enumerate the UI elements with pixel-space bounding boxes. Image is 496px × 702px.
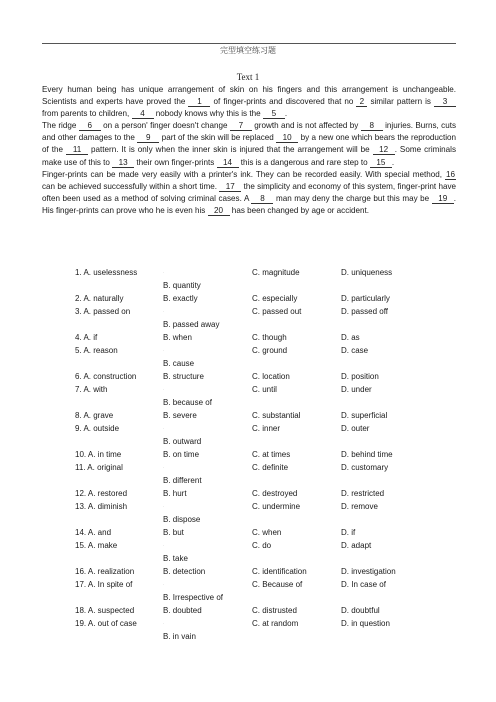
option-c: C. inner	[252, 424, 281, 433]
blank-number: 13	[112, 158, 134, 168]
option-b: B. on time	[163, 450, 200, 459]
question-row	[75, 409, 475, 422]
option-b: B. Irrespective of	[163, 593, 224, 602]
option-d: D. as	[341, 333, 360, 342]
blank-number: 5	[263, 109, 285, 119]
passage-text: the simplicity and economy of this system, finger-print have often been used as a method of solving criminal cases. A	[42, 181, 456, 203]
option-a: 19. A. out of case	[75, 619, 137, 628]
option-a: 11. A. original	[75, 463, 123, 472]
blank-number: 11	[66, 145, 88, 155]
page-header: 完型填空练习题	[220, 46, 276, 55]
passage-text: man may deny the charge but this may be	[273, 193, 432, 203]
question-row	[75, 383, 475, 409]
passage-paragraph	[42, 120, 456, 168]
option-b: B. severe	[163, 411, 197, 420]
option-a: 16. A. realization	[75, 567, 135, 576]
passage-text: Finger-prints can be made very easily with a printer's ink. They can be recorded easily. With special method,	[42, 169, 445, 179]
option-a: 2. A. naturally	[75, 294, 124, 303]
option-d: D. in question	[341, 619, 390, 628]
option-c: C. though	[252, 333, 287, 342]
question-row	[75, 500, 475, 526]
option-a: 8. A. grave	[75, 411, 114, 420]
passage-text: from parents to children,	[42, 109, 132, 119]
option-b: B. in vain	[163, 632, 196, 641]
question-row	[75, 578, 475, 604]
option-b: B. different	[163, 476, 202, 485]
option-d: D. particularly	[341, 294, 390, 303]
option-d: D. doubtful	[341, 606, 380, 615]
option-b: B. exactly	[163, 294, 198, 303]
option-c: C. location	[252, 372, 290, 381]
passage-text: on a person' finger doesn't change	[100, 121, 230, 131]
blank-number: 17	[219, 182, 241, 192]
blank-number: 9	[137, 133, 159, 143]
option-b: B. structure	[163, 372, 204, 381]
blank-number: 19	[432, 194, 454, 204]
blank-number: 3	[434, 97, 456, 107]
blank-number: 8	[251, 194, 273, 204]
blank-number: 1	[188, 97, 210, 107]
option-d: D. adapt	[341, 541, 372, 550]
option-d: D. outer	[341, 424, 370, 433]
option-d: D. restricted	[341, 489, 385, 498]
passage-text: .	[391, 157, 395, 167]
option-b: B. doubted	[163, 606, 202, 615]
passage-text: . His finger-prints can prove who he is even his	[42, 193, 456, 215]
option-b: B. because of	[163, 398, 212, 407]
passage-text: nobody knows why this is the	[153, 109, 263, 119]
option-c: C. at random	[252, 619, 299, 628]
question-row	[75, 487, 475, 500]
question-row	[75, 370, 475, 383]
option-d: D. position	[341, 372, 379, 381]
option-a: 3. A. passed on	[75, 307, 131, 316]
question-row	[75, 461, 475, 487]
option-a: 13. A. diminish	[75, 502, 128, 511]
option-c: C. passed out	[252, 307, 302, 316]
option-c: C. ground	[252, 346, 288, 355]
option-c: C. especially	[252, 294, 298, 303]
option-d: D. uniqueness	[341, 268, 393, 277]
placeholder-mark: ·	[163, 426, 165, 431]
placeholder-mark: ·	[163, 465, 165, 470]
passage-text: pattern. It is only when the inner skin is injured that the arrangement will be	[88, 145, 373, 155]
passage-text: has been changed by age or accident.	[229, 205, 370, 215]
option-b: B. passed away	[163, 320, 220, 329]
option-d: D. investigation	[341, 567, 396, 576]
option-a: 4. A. if	[75, 333, 98, 342]
option-c: C. substantial	[252, 411, 301, 420]
question-row	[75, 292, 475, 305]
blank-number: 12	[373, 145, 395, 155]
blank-number: 2	[356, 97, 367, 107]
option-c: C. definite	[252, 463, 289, 472]
passage-text: their own finger-prints	[134, 157, 217, 167]
placeholder-mark: ·	[163, 504, 165, 509]
placeholder-mark: ·	[163, 543, 165, 548]
placeholder-mark: ·	[163, 348, 165, 353]
placeholder-mark: ·	[163, 387, 165, 392]
blank-number: 6	[79, 121, 101, 131]
question-row	[75, 617, 475, 643]
blank-number: 8	[361, 121, 383, 131]
blank-number: 10	[276, 133, 298, 143]
blank-number: 15	[370, 158, 392, 168]
option-c: C. until	[252, 385, 277, 394]
passage-text: The ridge	[42, 121, 79, 131]
option-c: C. undermine	[252, 502, 301, 511]
passage-text: can be achieved successfully within a short time.	[42, 181, 220, 191]
option-a: 1. A. uselessness	[75, 268, 138, 277]
option-c: C. do	[252, 541, 272, 550]
option-b: B. dispose	[163, 515, 201, 524]
option-d: D. case	[341, 346, 369, 355]
passage-text: . Some criminals make use of this to	[42, 145, 457, 167]
option-d: D. if	[341, 528, 356, 537]
option-d: D. under	[341, 385, 372, 394]
placeholder-mark: ·	[163, 309, 165, 314]
options-list	[75, 266, 475, 643]
question-row	[75, 539, 475, 565]
placeholder-mark: ·	[163, 621, 165, 626]
option-d: D. customary	[341, 463, 389, 472]
question-row	[75, 565, 475, 578]
option-c: C. distrusted	[252, 606, 297, 615]
placeholder-mark: ·	[163, 270, 165, 275]
option-b: B. but	[163, 528, 184, 537]
question-row	[75, 526, 475, 539]
passage-text: of finger-prints and discovered that no	[210, 97, 357, 107]
passage-text: growth and is not affected by	[251, 121, 361, 131]
placeholder-mark: ·	[163, 582, 165, 587]
passage-text: similar pattern is	[367, 97, 434, 107]
question-row	[75, 266, 475, 292]
question-row	[75, 331, 475, 344]
option-d: D. superficial	[341, 411, 388, 420]
passage-paragraph	[42, 169, 456, 217]
blank-number: 20	[208, 206, 230, 216]
option-a: 15. A. make	[75, 541, 118, 550]
blank-number: 4	[132, 109, 154, 119]
option-c: C. when	[252, 528, 282, 537]
option-d: D. In case of	[341, 580, 386, 589]
blank-number: 16	[445, 169, 455, 179]
option-d: D. passed off	[341, 307, 388, 316]
option-b: B. quantity	[163, 281, 201, 290]
passage-text: injuries. Burns, cuts and other damages to the	[42, 121, 457, 143]
passage-text: Every human being has unique arrangement of skin on his fingers and this arrangement is unchangeable. Scientists and experts have proved the	[42, 85, 456, 107]
option-a: 18. A. suspected	[75, 606, 135, 615]
question-row	[75, 422, 475, 448]
option-b: B. cause	[163, 359, 195, 368]
header-rule	[42, 43, 456, 44]
option-a: 12. A. restored	[75, 489, 128, 498]
question-row	[75, 448, 475, 461]
option-a: 17. A. In spite of	[75, 580, 133, 589]
option-d: D. remove	[341, 502, 378, 511]
option-c: C. magnitude	[252, 268, 300, 277]
blank-number: 7	[230, 121, 252, 131]
question-row	[75, 344, 475, 370]
blank-number: 14	[217, 158, 239, 168]
option-a: 6. A. construction	[75, 372, 137, 381]
question-row	[75, 305, 475, 331]
option-b: B. outward	[163, 437, 202, 446]
passage-paragraph	[42, 84, 456, 120]
option-d: D. behind time	[341, 450, 393, 459]
passage-text: .	[284, 109, 288, 119]
text-title: Text 1	[236, 72, 260, 82]
option-a: 14. A. and	[75, 528, 112, 537]
passage-text: this is a dangerous and rare step to	[238, 157, 370, 167]
option-b: B. detection	[163, 567, 206, 576]
passage	[42, 84, 456, 217]
option-a: 7. A. with	[75, 385, 108, 394]
option-a: 5. A. reason	[75, 346, 118, 355]
option-b: B. hurt	[163, 489, 187, 498]
option-b: B. take	[163, 554, 188, 563]
passage-text: by a new one which bears the reproduction of the	[42, 133, 457, 155]
option-c: C. Because of	[252, 580, 303, 589]
option-a: 10. A. in time	[75, 450, 122, 459]
option-c: C. at times	[252, 450, 291, 459]
passage-text: part of the skin will be replaced	[159, 133, 277, 143]
question-row	[75, 604, 475, 617]
option-c: C. identification	[252, 567, 307, 576]
option-a: 9. A. outside	[75, 424, 120, 433]
option-b: B. when	[163, 333, 192, 342]
option-c: C. destroyed	[252, 489, 298, 498]
